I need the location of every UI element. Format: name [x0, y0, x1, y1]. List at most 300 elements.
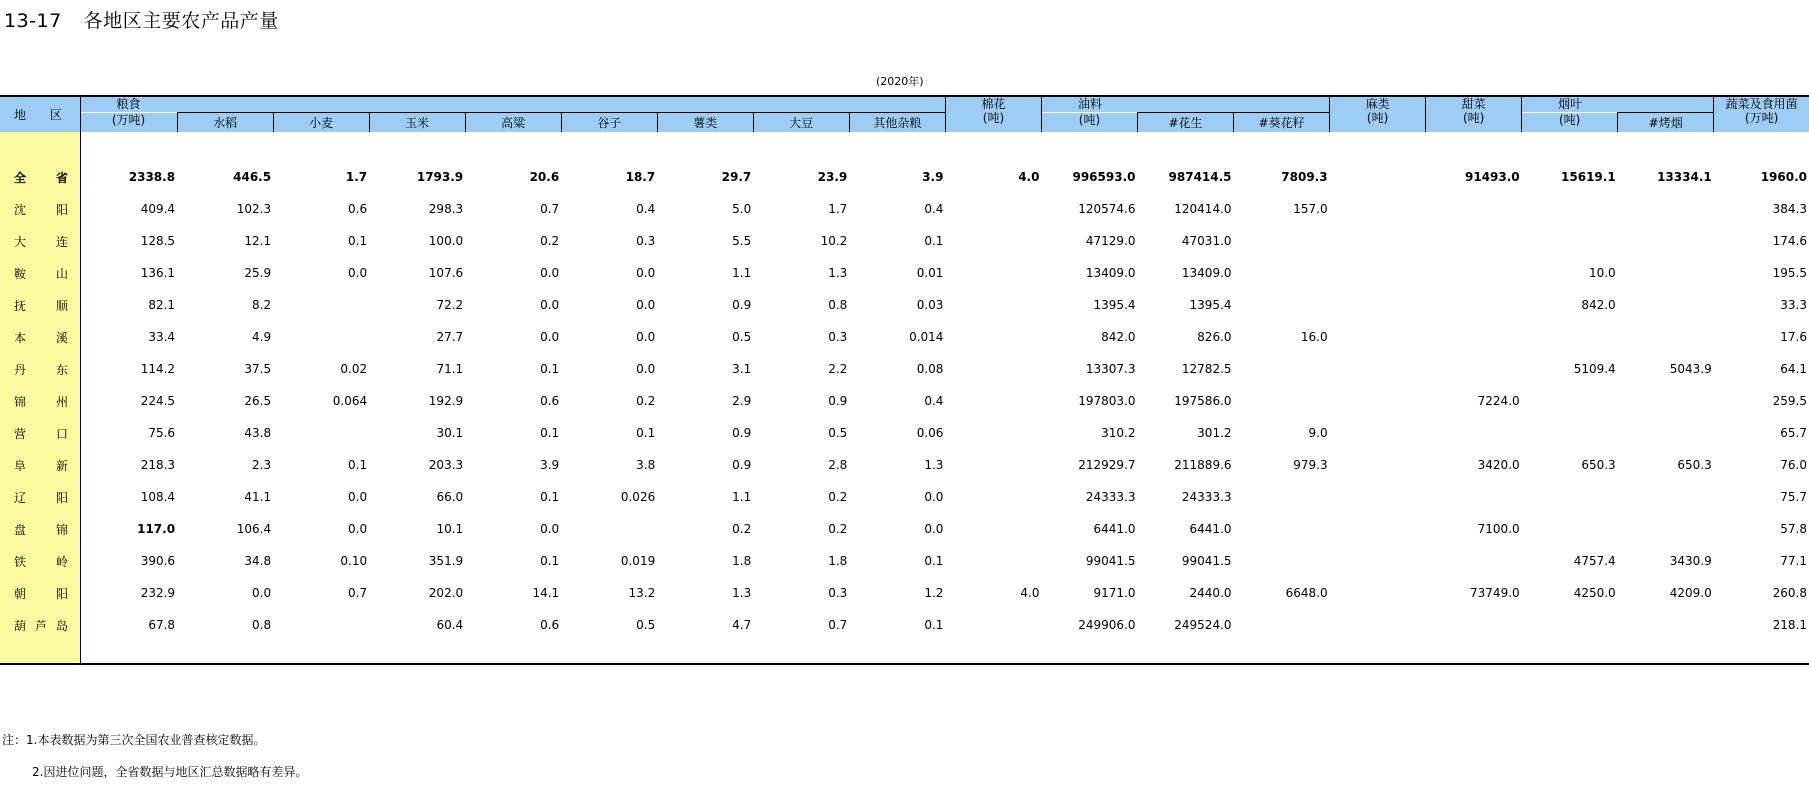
data-cell: 75.6: [148, 426, 176, 440]
table-row: [0, 289, 1809, 321]
data-cell: [945, 385, 1041, 417]
data-cell: [1330, 417, 1426, 449]
region-label: 大 连: [14, 234, 68, 249]
data-cell: 5043.9: [1669, 362, 1712, 376]
data-cell: 114.2: [140, 362, 176, 376]
region-name: [0, 385, 80, 417]
data-cell: 0.0: [540, 330, 560, 344]
region-label: 营 口: [14, 426, 68, 441]
data-cell: 1.3: [732, 586, 752, 600]
data-cell: 197586.0: [1174, 394, 1232, 408]
region-label: 本 溪: [14, 330, 68, 345]
wheat-header: 小麦: [273, 113, 369, 133]
data-cell: 195.5: [1772, 266, 1807, 280]
end-cell: [80, 641, 1809, 664]
data-cell: [1618, 513, 1714, 545]
data-cell: 13307.3: [1085, 362, 1136, 376]
data-cell: [1426, 609, 1522, 641]
data-cell: [1426, 193, 1522, 225]
data-cell: 100.0: [428, 234, 464, 248]
data-cell: 0.1: [540, 426, 560, 440]
data-cell: [945, 321, 1041, 353]
data-cell: [945, 193, 1041, 225]
data-cell: 202.0: [428, 586, 464, 600]
data-cell: 0.0: [348, 266, 368, 280]
data-cell: [1234, 353, 1330, 385]
data-cell: 996593.0: [1072, 170, 1136, 184]
flue-cured-header: #烤烟: [1618, 113, 1714, 133]
data-cell: 0.019: [620, 554, 656, 568]
data-cell: [1330, 577, 1426, 609]
cotton-label: 棉花: [981, 97, 1006, 111]
data-cell: 446.5: [233, 170, 272, 184]
data-cell: 0.2: [636, 394, 656, 408]
table-row: [0, 545, 1809, 577]
data-cell: 2.8: [828, 458, 848, 472]
region-name: [0, 577, 80, 609]
data-cell: [273, 417, 369, 449]
data-cell: 108.4: [140, 490, 176, 504]
oil-header: [1041, 96, 1329, 113]
data-cell: [1522, 481, 1618, 513]
peanut-header: #花生: [1138, 113, 1234, 133]
data-cell: 0.3: [636, 234, 656, 248]
data-cell: 10.2: [820, 234, 848, 248]
oil-unit: (吨): [1078, 112, 1101, 127]
data-cell: 650.3: [1677, 458, 1712, 472]
data-cell: 0.0: [540, 298, 560, 312]
data-cell: 232.9: [140, 586, 176, 600]
region-name: [0, 289, 80, 321]
veg-unit: (万吨): [1744, 111, 1779, 125]
beet-unit: (吨): [1462, 111, 1485, 125]
data-cell: [1426, 321, 1522, 353]
data-cell: 2440.0: [1189, 586, 1232, 600]
data-cell: 0.1: [348, 234, 368, 248]
data-cell: 0.1: [348, 458, 368, 472]
region-end: [0, 641, 80, 664]
data-cell: 1.3: [828, 266, 848, 280]
region-name: [0, 161, 80, 193]
data-cell: [1618, 609, 1714, 641]
data-cell: 987414.5: [1168, 170, 1232, 184]
region-name: [0, 545, 80, 577]
data-cell: 16.0: [1300, 330, 1328, 344]
table-row: [0, 353, 1809, 385]
data-cell: [1618, 289, 1714, 321]
data-cell: 43.8: [244, 426, 272, 440]
data-cell: 99041.5: [1181, 554, 1232, 568]
data-cell: [945, 225, 1041, 257]
data-cell: 0.4: [924, 394, 944, 408]
data-cell: 13409.0: [1181, 266, 1232, 280]
region-spacer: [0, 132, 80, 161]
data-cell: 0.5: [636, 618, 656, 632]
hemp-header: [1330, 96, 1426, 132]
data-cell: 0.7: [540, 202, 560, 216]
data-cell: 0.1: [540, 490, 560, 504]
data-cell: 0.6: [348, 202, 368, 216]
data-cell: 0.064: [332, 394, 368, 408]
data-cell: 0.3: [828, 330, 848, 344]
data-cell: 218.3: [140, 458, 176, 472]
data-cell: 120574.6: [1078, 202, 1136, 216]
data-cell: 77.1: [1780, 554, 1807, 568]
end-row: [0, 641, 1809, 664]
data-cell: 0.0: [540, 266, 560, 280]
data-cell: 4.7: [732, 618, 752, 632]
data-cell: [273, 321, 369, 353]
rice-header: 水稻: [177, 113, 273, 133]
data-cell: 26.5: [244, 394, 272, 408]
data-cell: 7100.0: [1477, 522, 1520, 536]
data-cell: 27.7: [436, 330, 464, 344]
data-cell: 1.1: [732, 266, 752, 280]
data-cell: 3.9: [922, 170, 944, 184]
data-cell: 0.7: [828, 618, 848, 632]
data-cell: 0.9: [732, 298, 752, 312]
table-row: [0, 257, 1809, 289]
data-cell: 5.0: [732, 202, 752, 216]
data-cell: 9171.0: [1093, 586, 1136, 600]
data-cell: [1426, 289, 1522, 321]
data-cell: [945, 609, 1041, 641]
page-title: [4, 6, 279, 33]
data-cell: 1.7: [828, 202, 848, 216]
data-cell: 117.0: [137, 522, 176, 536]
data-cell: [1522, 193, 1618, 225]
corn-header: 玉米: [369, 113, 465, 133]
region-label: 抚 顺: [14, 298, 68, 313]
region-label: 锦 州: [14, 394, 68, 409]
data-cell: [1522, 225, 1618, 257]
data-cell: 73749.0: [1470, 586, 1520, 600]
data-cell: [1618, 385, 1714, 417]
region-name: [0, 449, 80, 481]
data-cell: 24333.3: [1181, 490, 1232, 504]
data-cell: 12.1: [244, 234, 272, 248]
data-cell: [1426, 225, 1522, 257]
data-cell: [1234, 513, 1330, 545]
data-cell: 1.3: [924, 458, 944, 472]
data-cell: 66.0: [436, 490, 464, 504]
data-cell: 4.0: [1020, 586, 1040, 600]
data-cell: 979.3: [1293, 458, 1328, 472]
data-cell: 203.3: [428, 458, 464, 472]
data-cell: [1618, 321, 1714, 353]
data-cell: 15619.1: [1561, 170, 1616, 184]
data-cell: [1330, 289, 1426, 321]
note-2: 2.因进位问题，全省数据与地区汇总数据略有差异。: [32, 765, 308, 779]
data-cell: 301.2: [1197, 426, 1232, 440]
data-cell: 47031.0: [1181, 234, 1232, 248]
hemp-unit: (吨): [1366, 111, 1389, 125]
data-cell: 37.5: [244, 362, 272, 376]
data-cell: 64.1: [1780, 362, 1807, 376]
data-cell: 72.2: [436, 298, 464, 312]
data-cell: 0.0: [252, 586, 272, 600]
data-cell: 4.0: [1018, 170, 1040, 184]
data-cell: [1426, 545, 1522, 577]
data-cell: 1.2: [924, 586, 944, 600]
data-cell: [1522, 385, 1618, 417]
data-cell: 3.8: [636, 458, 656, 472]
data-cell: 7224.0: [1477, 394, 1520, 408]
veg-label: 蔬菜及食用菌: [1725, 97, 1798, 111]
data-cell: 224.5: [140, 394, 176, 408]
data-cell: 4757.4: [1573, 554, 1616, 568]
data-cell: 33.4: [148, 330, 176, 344]
tobacco-unit-cell: [1522, 113, 1618, 133]
data-cell: [273, 289, 369, 321]
data-cell: [1426, 353, 1522, 385]
data-cell: 0.0: [636, 362, 656, 376]
region-name: [0, 193, 80, 225]
region-label: 沈 阳: [14, 202, 68, 217]
data-cell: 650.3: [1581, 458, 1616, 472]
year-label: (2020年): [876, 75, 924, 88]
data-cell: 41.1: [244, 490, 272, 504]
data-cell: 18.7: [625, 170, 656, 184]
grain-label: 粮食: [116, 97, 141, 111]
data-cell: [1234, 289, 1330, 321]
data-cell: 842.0: [1581, 298, 1616, 312]
data-cell: 102.3: [236, 202, 272, 216]
data-cell: [945, 289, 1041, 321]
table-row: [0, 193, 1809, 225]
data-cell: 136.1: [140, 266, 176, 280]
data-cell: 1.8: [828, 554, 848, 568]
region-name: [0, 481, 80, 513]
data-cell: 0.014: [909, 330, 944, 344]
data-cell: 0.0: [540, 522, 560, 536]
data-cell: 0.0: [636, 298, 656, 312]
data-cell: [945, 545, 1041, 577]
data-cell: 76.0: [1780, 458, 1807, 472]
tuber-header: 薯类: [657, 113, 753, 133]
sorghum-header: 高粱: [465, 113, 561, 133]
table-row: [0, 449, 1809, 481]
data-cell: 20.6: [529, 170, 560, 184]
data-cell: 826.0: [1197, 330, 1232, 344]
data-cell: [1234, 481, 1330, 513]
tobacco-label: 烟叶: [1558, 97, 1583, 111]
table-title: 各地区主要农产品产量: [83, 10, 279, 32]
table-row: [0, 481, 1809, 513]
grain-header: [80, 96, 945, 113]
data-cell: 3.9: [540, 458, 560, 472]
data-cell: [1330, 449, 1426, 481]
table-row: [0, 577, 1809, 609]
data-cell: [1234, 225, 1330, 257]
data-cell: 0.6: [540, 394, 560, 408]
data-cell: 0.01: [916, 266, 944, 280]
production-table: [0, 95, 1809, 665]
data-cell: 1.8: [732, 554, 752, 568]
data-cell: 34.8: [244, 554, 272, 568]
data-cell: 8.2: [252, 298, 272, 312]
data-cell: 249524.0: [1174, 618, 1232, 632]
region-name: [0, 257, 80, 289]
region-label: 全 省: [14, 170, 68, 185]
data-cell: 47129.0: [1085, 234, 1136, 248]
table-row: [0, 161, 1809, 193]
data-cell: 107.6: [428, 266, 464, 280]
data-cell: 192.9: [428, 394, 464, 408]
data-cell: 106.4: [236, 522, 272, 536]
soybean-header: 大豆: [753, 113, 849, 133]
data-cell: 10.1: [436, 522, 464, 536]
tobacco-header: [1522, 96, 1714, 113]
data-cell: 260.8: [1772, 586, 1807, 600]
data-cell: [945, 353, 1041, 385]
data-cell: 82.1: [148, 298, 176, 312]
data-cell: 65.7: [1780, 426, 1807, 440]
data-cell: 211889.6: [1174, 458, 1232, 472]
spacer-row: [0, 132, 1809, 161]
data-cell: 3420.0: [1477, 458, 1520, 472]
other-grain-header: 其他杂粮: [849, 113, 945, 133]
region-header: 地 区: [0, 96, 80, 132]
data-cell: [1618, 193, 1714, 225]
data-cell: [561, 513, 657, 545]
data-cell: [1330, 257, 1426, 289]
data-cell: [1426, 481, 1522, 513]
data-cell: 1395.4: [1189, 298, 1232, 312]
veg-header: [1714, 96, 1809, 132]
data-cell: [1330, 225, 1426, 257]
data-cell: 0.3: [828, 586, 848, 600]
data-cell: 0.4: [636, 202, 656, 216]
data-cell: 0.6: [540, 618, 560, 632]
data-cell: [1522, 321, 1618, 353]
data-cell: 2.9: [732, 394, 752, 408]
data-cell: 60.4: [436, 618, 464, 632]
data-cell: 0.0: [924, 522, 944, 536]
data-cell: 10.0: [1588, 266, 1616, 280]
data-cell: 67.8: [148, 618, 176, 632]
data-cell: 212929.7: [1078, 458, 1136, 472]
data-cell: 0.06: [916, 426, 944, 440]
data-cell: 157.0: [1293, 202, 1328, 216]
data-cell: 5.5: [732, 234, 752, 248]
data-cell: 75.7: [1780, 490, 1807, 504]
data-cell: 0.0: [924, 490, 944, 504]
data-cell: 0.0: [636, 266, 656, 280]
region-name: [0, 353, 80, 385]
data-cell: 0.9: [732, 458, 752, 472]
data-cell: 0.2: [828, 490, 848, 504]
data-cell: 310.2: [1101, 426, 1136, 440]
data-cell: 0.2: [540, 234, 560, 248]
table-row: [0, 225, 1809, 257]
data-cell: [945, 513, 1041, 545]
region-name: [0, 321, 80, 353]
data-cell: 99041.5: [1085, 554, 1136, 568]
table-row: [0, 513, 1809, 545]
data-cell: 0.02: [340, 362, 368, 376]
data-cell: [1330, 545, 1426, 577]
data-cell: 2.3: [252, 458, 272, 472]
data-cell: 409.4: [140, 202, 176, 216]
data-cell: 0.0: [348, 490, 368, 504]
data-cell: 13334.1: [1657, 170, 1712, 184]
data-cell: [1234, 257, 1330, 289]
data-cell: 9.0: [1308, 426, 1328, 440]
data-cell: 33.3: [1780, 298, 1807, 312]
data-cell: 0.4: [924, 202, 944, 216]
data-cell: 197803.0: [1078, 394, 1136, 408]
millet-header: 谷子: [561, 113, 657, 133]
table-row: [0, 609, 1809, 641]
data-cell: 24333.3: [1085, 490, 1136, 504]
oil-unit-cell: [1041, 113, 1137, 133]
grain-unit-cell: [80, 113, 177, 133]
data-cell: [1330, 193, 1426, 225]
data-cell: 57.8: [1780, 522, 1807, 536]
region-name: [0, 225, 80, 257]
data-cell: 4250.0: [1573, 586, 1616, 600]
data-cell: [1426, 417, 1522, 449]
region-name: [0, 609, 80, 641]
region-label: 葫芦岛: [14, 618, 68, 633]
note-1: 注：1.本表数据为第三次全国农业普查核定数据。: [2, 733, 266, 747]
oil-label: 油料: [1077, 97, 1102, 111]
table-row: [0, 385, 1809, 417]
data-cell: 6441.0: [1093, 522, 1136, 536]
data-cell: 6441.0: [1189, 522, 1232, 536]
data-cell: 0.1: [540, 554, 560, 568]
data-cell: 0.0: [636, 330, 656, 344]
data-cell: [1618, 225, 1714, 257]
data-cell: 3.1: [732, 362, 752, 376]
data-cell: 0.8: [828, 298, 848, 312]
data-cell: 29.7: [721, 170, 752, 184]
data-cell: [1234, 609, 1330, 641]
data-cell: [1330, 609, 1426, 641]
data-cell: 249906.0: [1078, 618, 1136, 632]
data-cell: 13.2: [628, 586, 656, 600]
data-cell: 5109.4: [1573, 362, 1616, 376]
region-label: 朝 阳: [14, 586, 68, 601]
data-cell: 17.6: [1780, 330, 1807, 344]
spacer-cell: [80, 132, 1809, 161]
data-cell: [1330, 385, 1426, 417]
data-cell: 30.1: [436, 426, 464, 440]
data-cell: 2.2: [828, 362, 848, 376]
data-cell: 0.1: [540, 362, 560, 376]
region-name: [0, 513, 80, 545]
data-cell: 4209.0: [1669, 586, 1712, 600]
data-cell: 71.1: [436, 362, 464, 376]
data-cell: 0.2: [828, 522, 848, 536]
data-cell: 91493.0: [1465, 170, 1520, 184]
region-label: 盘 锦: [14, 522, 68, 537]
data-cell: 842.0: [1101, 330, 1136, 344]
data-cell: 14.1: [532, 586, 560, 600]
beet-header: [1426, 96, 1522, 132]
data-cell: [1330, 321, 1426, 353]
table-row: [0, 417, 1809, 449]
data-cell: 23.9: [817, 170, 848, 184]
data-cell: 384.3: [1772, 202, 1807, 216]
data-cell: 0.03: [916, 298, 944, 312]
data-cell: 0.08: [916, 362, 944, 376]
region-label: 丹 东: [14, 362, 68, 377]
data-cell: [1234, 385, 1330, 417]
data-cell: [1330, 513, 1426, 545]
data-cell: 13409.0: [1085, 266, 1136, 280]
